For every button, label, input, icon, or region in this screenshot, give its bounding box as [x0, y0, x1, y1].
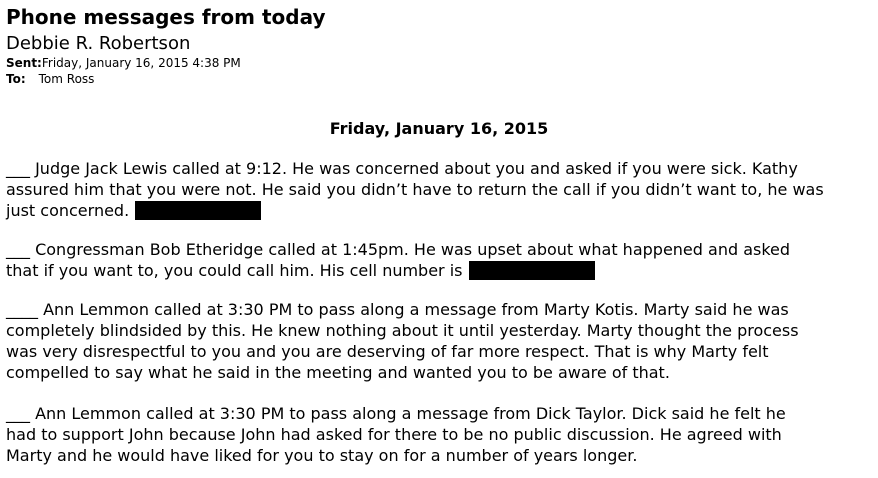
message-line [6, 260, 790, 281]
phone-message-etheridge [6, 239, 790, 281]
message-line: had to support John because John had asked for there to be no public discussion. He agreed with [6, 425, 782, 444]
message-line: completely blindsided by this. He knew nothing about it until yesterday. Marty thought the process [6, 321, 799, 340]
to-row [6, 72, 94, 87]
sent-value: Friday, January 16, 2015 4:38 PM [41, 56, 241, 70]
to-label: To: [6, 72, 26, 86]
phone-message-taylor [6, 403, 786, 466]
message-line-text: just concerned. [6, 201, 130, 220]
to-value: Tom Ross [38, 72, 95, 86]
sent-label: Sent: [6, 56, 42, 70]
redaction-box [135, 201, 261, 220]
message-line [6, 200, 824, 221]
sender-name: Debbie R. Robertson [6, 33, 191, 54]
message-line: ____ Ann Lemmon called at 3:30 PM to pass along a message from Marty Kotis. Marty said he was [6, 300, 789, 319]
message-line: ___ Congressman Bob Etheridge called at 1:45pm. He was upset about what happened and asked [6, 240, 791, 259]
phone-message-kotis [6, 299, 799, 383]
message-line: compelled to say what he said in the meeting and wanted you to be aware of that. [6, 363, 670, 382]
message-line: ___ Judge Jack Lewis called at 9:12. He was concerned about you and asked if you were sick. Kathy [6, 159, 798, 178]
date-heading: Friday, January 16, 2015 [329, 119, 549, 138]
sent-row [6, 56, 241, 71]
message-line: ___ Ann Lemmon called at 3:30 PM to pass along a message from Dick Taylor. Dick said he felt he [6, 404, 786, 423]
message-line-text: that if you want to, you could call him. His cell number is [6, 261, 463, 280]
phone-message-judge-lewis [6, 158, 824, 221]
message-line: assured him that you were not. He said you didn’t have to return the call if you didn’t want to, he was [6, 180, 824, 199]
email-subject: Phone messages from today [6, 5, 326, 29]
message-line: Marty and he would have liked for you to stay on for a number of years longer. [6, 446, 638, 465]
message-line: was very disrespectful to you and you are deserving of far more respect. That is why Marty felt [6, 342, 769, 361]
redaction-box [469, 261, 595, 280]
